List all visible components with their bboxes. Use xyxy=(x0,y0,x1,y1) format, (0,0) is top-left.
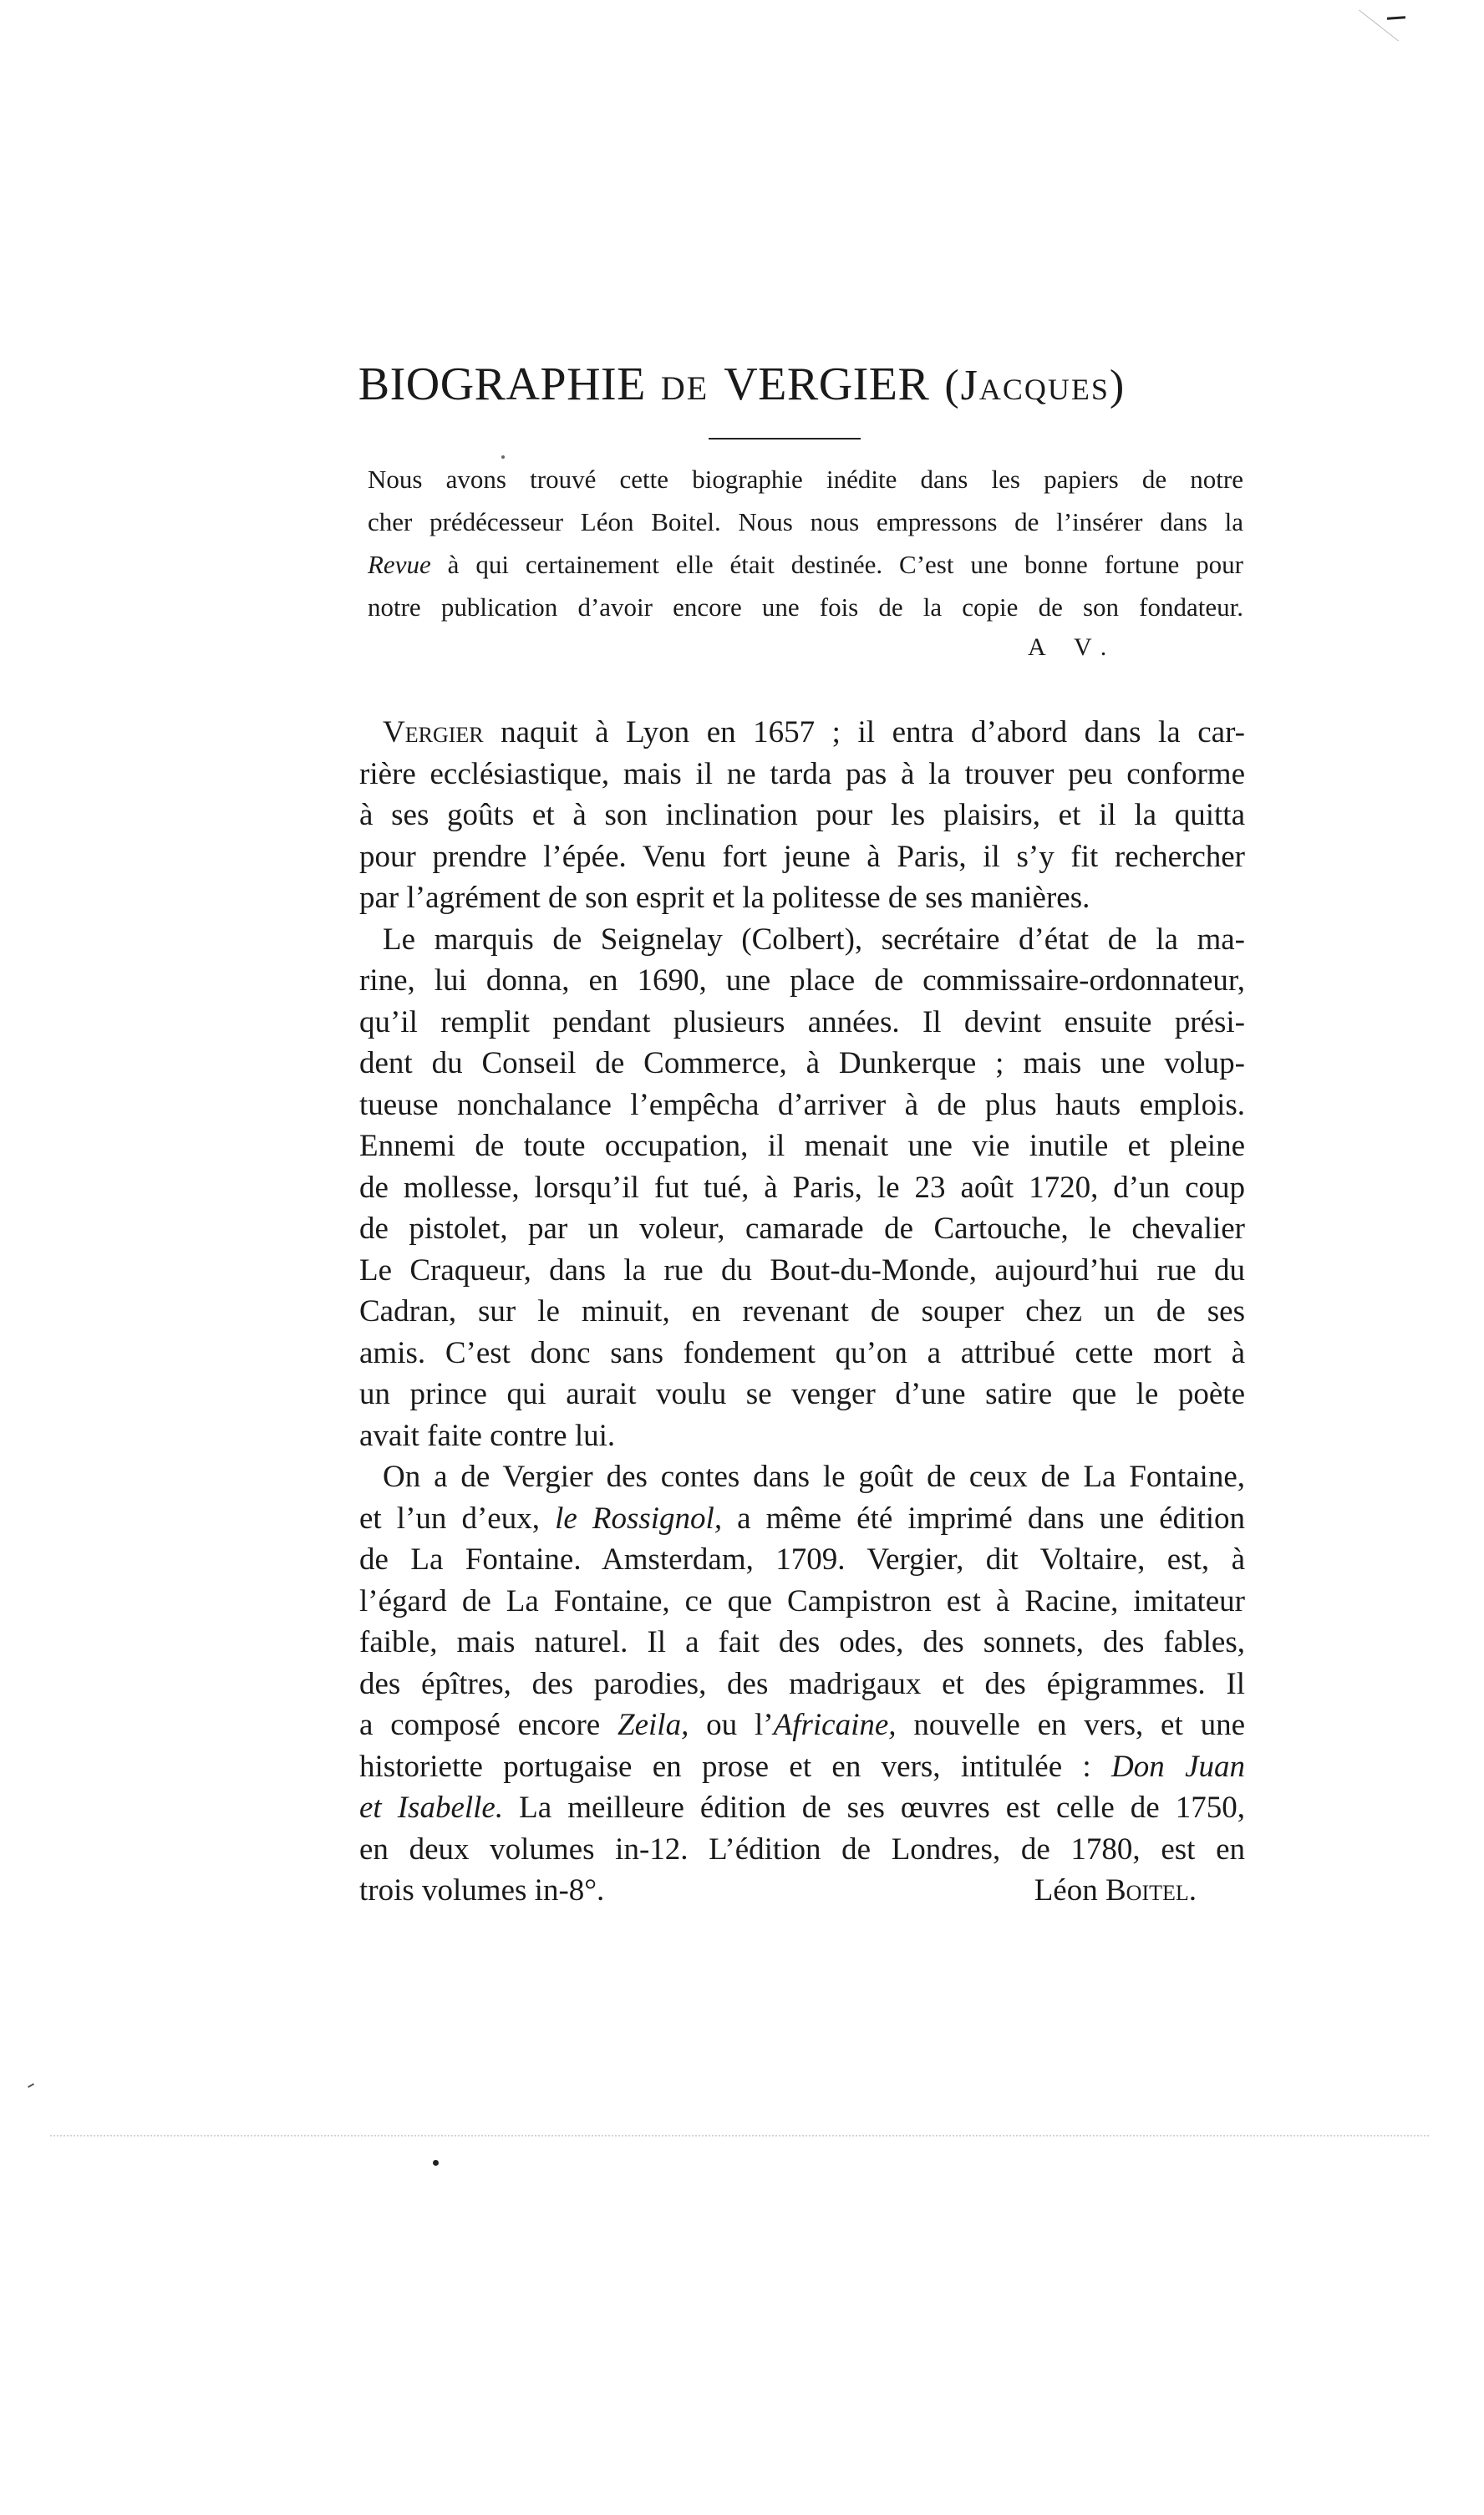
body-line-text: nouvelle en vers, et une xyxy=(913,1708,1246,1742)
body-line: On a de Vergier des contes dans le goût de ceux de La Fontaine, xyxy=(383,1460,1245,1494)
body-line: de La Fontaine. Amsterdam, 1709. Vergier, dit Voltaire, est, à xyxy=(359,1542,1245,1577)
editor-note xyxy=(368,458,1243,628)
body-line: rine, lui donna, en 1690, une place de commissaire-ordonnateur, xyxy=(359,963,1245,998)
body-line-text: La meilleure édition de ses œuvres est celle de 1750, xyxy=(519,1791,1245,1825)
work-title: et Isabelle. xyxy=(359,1791,504,1825)
body-line xyxy=(359,1746,1245,1788)
body-line: dent du Conseil de Commerce, à Dunkerque ; mais une volup- xyxy=(359,1046,1245,1080)
work-title: Zeila, xyxy=(617,1708,689,1742)
intro-line: cher prédécesseur Léon Boitel. Nous nous empressons de l’insérer dans la xyxy=(368,507,1243,536)
author-signature xyxy=(1034,1870,1197,1912)
body-line-text: a composé encore xyxy=(359,1708,601,1742)
title-first-name: (Jacques) xyxy=(944,362,1126,409)
work-title: le Rossignol, xyxy=(555,1501,723,1536)
work-title: Africaine, xyxy=(773,1708,897,1742)
scan-bleed-line xyxy=(50,2135,1429,2136)
intro-line: Nous avons trouvé cette biographie inédite dans les papiers de notre xyxy=(368,465,1243,494)
body-line xyxy=(359,712,1245,754)
body-line: à ses goûts et à son inclination pour les plaisirs, et il la quitta xyxy=(359,798,1245,832)
body-line: Ennemi de toute occupation, il menait une vie inutile et pleine xyxy=(359,1129,1245,1163)
lead-name: Vergier xyxy=(383,715,484,749)
body-line: rière ecclésiastique, mais il ne tarda pas à la trouver peu conforme xyxy=(359,756,1245,791)
body-line-text: et l’un d’eux, xyxy=(359,1501,540,1536)
body-line: tueuse nonchalance l’empêcha d’arriver à de plus hauts emplois. xyxy=(359,1087,1245,1122)
body-line xyxy=(359,1705,1245,1746)
body-line-text: naquit à Lyon en 1657 ; il entra d’abord dans la car- xyxy=(501,715,1245,749)
body-line: des épîtres, des parodies, des madrigaux et des épigrammes. Il xyxy=(359,1666,1245,1701)
body-line: par l’agrément de son esprit et la politesse de ses manières. xyxy=(359,881,1090,915)
title-name: VERGIER xyxy=(724,358,930,410)
intro-line: notre publication d’avoir encore une fois de la copie de son fondateur. xyxy=(368,592,1243,622)
body-line-text: historiette portugaise en prose et en vers, intitulée : xyxy=(359,1749,1091,1784)
intro-line-text: à qui certainement elle était destinée. C’est une bonne fortune pour xyxy=(447,550,1243,579)
body-line-text: a même été imprimé dans une édition xyxy=(737,1501,1246,1536)
body-line: un prince qui aurait voulu se venger d’une satire que le poète xyxy=(359,1377,1245,1411)
body-line: pour prendre l’épée. Venu fort jeune à Paris, il s’y fit rechercher xyxy=(359,839,1245,874)
body-line-text: ou l’ xyxy=(706,1708,774,1742)
scan-speck xyxy=(433,2160,439,2166)
title-main: BIOGRAPHIE xyxy=(358,358,646,410)
intro-revue: Revue xyxy=(368,550,431,579)
body-line: amis. C’est donc sans fondement qu’on a attribué cette mort à xyxy=(359,1335,1245,1370)
body-line xyxy=(359,1498,1245,1540)
scan-speck xyxy=(28,2083,34,2088)
body-line xyxy=(359,1787,1245,1829)
title-particle: DE xyxy=(660,369,709,407)
body-line: Cadran, sur le minuit, en revenant de souper chez un de ses xyxy=(359,1294,1245,1329)
title-rule xyxy=(709,438,861,439)
work-title: Don Juan xyxy=(1111,1749,1246,1784)
body-line: Le Craqueur, dans la rue du Bout-du-Monde, aujourd’hui rue du xyxy=(359,1252,1245,1288)
scan-speck xyxy=(1387,16,1405,20)
body-line: avait faite contre lui. xyxy=(359,1418,616,1453)
body-line: l’égard de La Fontaine, ce que Campistron est à Racine, imitateur xyxy=(359,1583,1245,1618)
body-line: de mollesse, lorsqu’il fut tué, à Paris, le 23 août 1720, d’un coup xyxy=(359,1170,1245,1205)
signature-first: Léon xyxy=(1034,1873,1098,1908)
body-line: faible, mais naturel. Il a fait des odes, des sonnets, des fables, xyxy=(359,1625,1245,1659)
body-line-text: trois volumes in-8°. xyxy=(359,1873,605,1908)
biography-body xyxy=(359,712,1245,1912)
editor-signature: A V. xyxy=(1028,633,1119,661)
intro-line xyxy=(368,543,1243,586)
body-line: en deux volumes in-12. L’édition de Londres, de 1780, est en xyxy=(359,1832,1245,1867)
body-line: Le marquis de Seignelay (Colbert), secrétaire d’état de la ma- xyxy=(383,922,1245,957)
body-line: qu’il remplit pendant plusieurs années. Il devint ensuite prési- xyxy=(359,1004,1245,1039)
scan-speck xyxy=(1359,10,1399,42)
closing-line xyxy=(359,1870,1245,1912)
page-title xyxy=(0,358,1484,411)
signature-last: Boitel. xyxy=(1105,1873,1197,1908)
body-line: de pistolet, par un voleur, camarade de Cartouche, le chevalier xyxy=(359,1212,1245,1246)
